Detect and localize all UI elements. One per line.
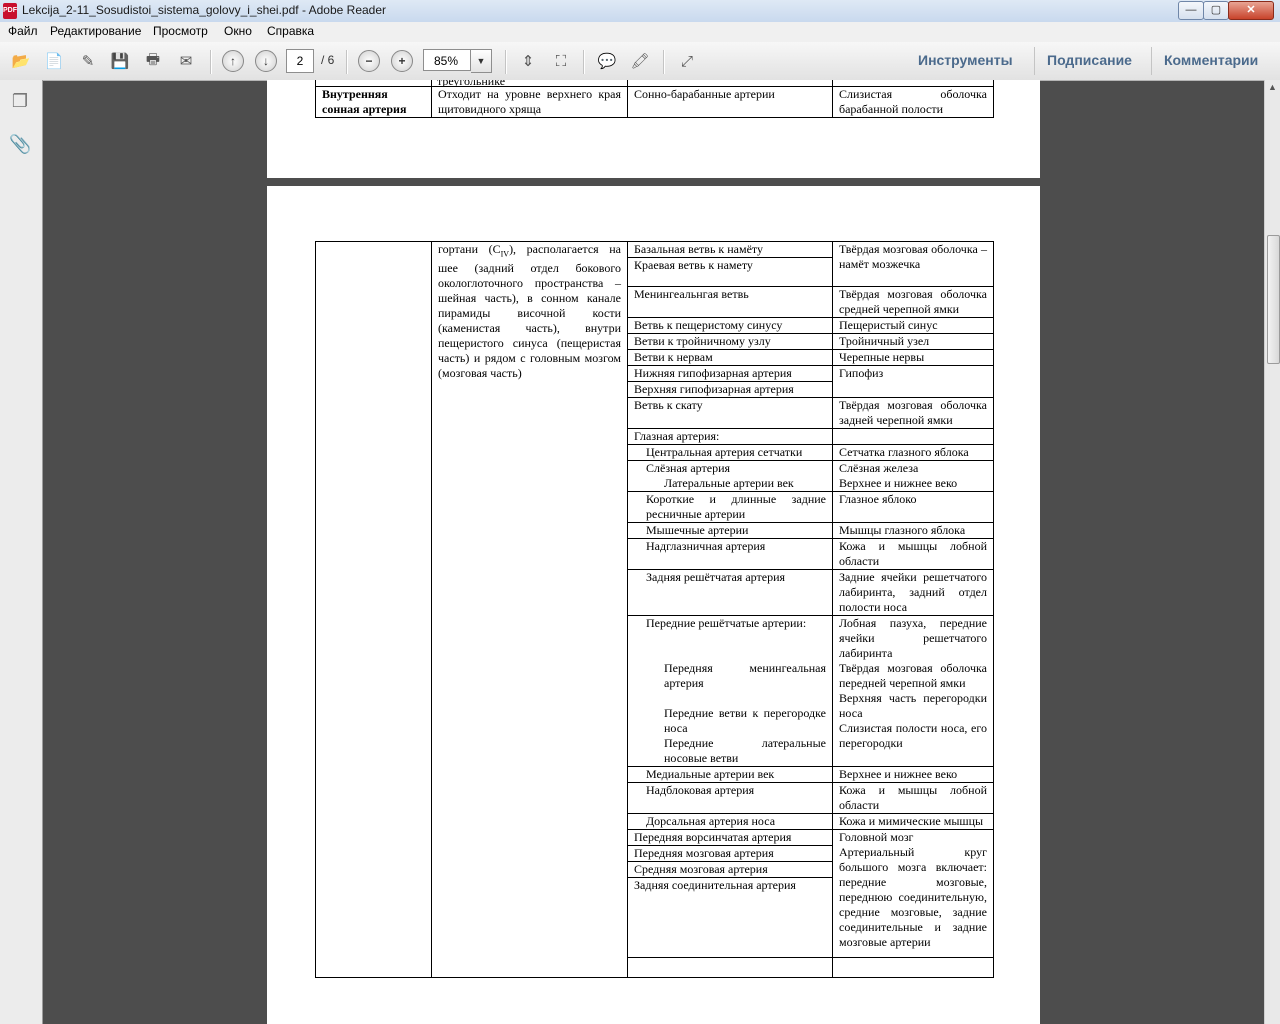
- target-cell: Глазное яблоко: [833, 492, 994, 523]
- document-page-2: [267, 186, 1040, 1024]
- branch-cell: [628, 570, 833, 616]
- email-icon[interactable]: ✉: [179, 53, 193, 70]
- target-text: Головной мозг: [839, 830, 914, 844]
- toolbar-separator: [505, 50, 507, 74]
- branch-cell: Ветвь к скату: [628, 398, 833, 429]
- branch-cell: [628, 492, 833, 523]
- target-cell: Задние ячейки решетчатого лабиринта, задний отдел полости носа: [833, 570, 994, 616]
- branch-cell: Ветви к нервам: [628, 350, 833, 366]
- target-text: Слёзная железа: [839, 461, 919, 475]
- target-cell: Твёрдая мозговая оболочка задней черепной ямки: [833, 398, 994, 429]
- menu-edit[interactable]: Редактирование: [50, 24, 142, 38]
- pdf-app-icon: PDF: [3, 3, 17, 19]
- table-row: [316, 87, 994, 118]
- scrollbar-thumb[interactable]: [1267, 235, 1280, 364]
- branch-text: Передние решётчатые артерии:: [646, 616, 807, 630]
- branch-cell: Верхняя гипофизарная артерия: [628, 382, 833, 398]
- branch-text: Надглазничная артерия: [646, 539, 766, 553]
- target-subtext: Слизистая полости носа, его перегородки: [839, 721, 987, 750]
- branch-cell: Глазная артерия:: [628, 429, 833, 445]
- artery-name-cell: Внутренняя сонная артерия: [316, 87, 432, 118]
- zoom-dropdown-icon[interactable]: ▼: [471, 49, 492, 73]
- zoom-in-icon[interactable]: +: [390, 50, 414, 72]
- branch-cell: [628, 539, 833, 570]
- save-icon[interactable]: 💾: [110, 53, 130, 70]
- branch-subtext: Передние ветви к перегородке носа: [664, 706, 826, 735]
- zoom-input[interactable]: 85%: [423, 49, 471, 71]
- target-cell: Верхнее и нижнее веко: [833, 767, 994, 783]
- origin-text-post: ), располагается на шее (задний отдел бокового окологлоточного пространства – шейная часть), в сонном канале пирамиды височной кости (каменистая часть), внутри пещеристого синуса (пещеристая часть) и рядом с головным мозгом (мозговая часть): [438, 242, 621, 381]
- branch-subtext: Передняя менингеальная артерия: [664, 661, 826, 690]
- fit-width-icon[interactable]: ⛶: [555, 52, 567, 70]
- target-cell: Гипофиз: [833, 366, 994, 398]
- branch-cell: [628, 445, 833, 461]
- menu-file[interactable]: Файл: [8, 24, 38, 38]
- page-number-input[interactable]: 2: [286, 49, 314, 73]
- page-total: / 6: [321, 53, 335, 67]
- branch-cell: [628, 523, 833, 539]
- menu-bar: [0, 22, 1280, 42]
- toolbar-separator: [663, 50, 665, 74]
- comments-link[interactable]: Комментарии: [1164, 52, 1259, 68]
- branch-cell: Нижняя гипофизарная артерия: [628, 366, 833, 382]
- target-cell: [833, 830, 994, 958]
- navigation-pane: [0, 80, 43, 1024]
- branch-cell: Средняя мозговая артерия: [628, 862, 833, 878]
- branch-cell: Сонно-барабанные артерии: [628, 87, 833, 118]
- artery-name-cell: [316, 242, 432, 978]
- open-icon[interactable]: 📂: [11, 53, 31, 70]
- target-cell: Кожа и мимические мышцы: [833, 814, 994, 830]
- branch-cell: Передняя мозговая артерия: [628, 846, 833, 862]
- target-text: Лобная пазуха, передние ячейки решетчатого лабиринта: [839, 616, 987, 660]
- target-cell: Сетчатка глазного яблока: [833, 445, 994, 461]
- title-bar: [0, 0, 1280, 23]
- target-cell: [833, 429, 994, 445]
- branch-text: Надблоковая артерия: [646, 783, 755, 797]
- target-subtext: Верхнее и нижнее веко: [839, 476, 958, 490]
- print-icon[interactable]: 🖶: [145, 50, 161, 68]
- target-subtext: Верхняя часть перегородки носа: [839, 691, 987, 720]
- branch-cell: [628, 783, 833, 814]
- toolbar-separator: [1151, 47, 1152, 75]
- highlight-icon[interactable]: 🖍: [630, 53, 650, 70]
- origin-cell: Отходит на уровне верхнего края щитовидного хряща: [432, 87, 628, 118]
- target-cell: [833, 461, 994, 492]
- target-cell: Кожа и мышцы лобной области: [833, 539, 994, 570]
- toolbar-separator: [1034, 47, 1035, 75]
- branch-text: Медиальные артерии век: [646, 767, 775, 781]
- artery-table-page2: [315, 241, 994, 978]
- zoom-out-icon[interactable]: −: [357, 50, 381, 72]
- branch-cell: [628, 814, 833, 830]
- cut-off-text: треугольнике: [437, 80, 506, 87]
- branch-cell: Задняя соединительная артерия: [628, 878, 833, 958]
- toolbar-separator: [210, 50, 212, 74]
- target-cell: Пещеристый синус: [833, 318, 994, 334]
- table-row: [316, 242, 994, 258]
- branch-text: Короткие и длинные задние ресничные артерии: [646, 492, 826, 521]
- origin-subscript: IV: [500, 249, 510, 259]
- comment-icon[interactable]: 💬: [597, 53, 617, 70]
- target-subtext: Твёрдая мозговая оболочка передней черепной ямки: [839, 661, 987, 690]
- branch-text: Слёзная артерия: [646, 461, 731, 475]
- attachments-icon[interactable]: 📎: [9, 134, 32, 154]
- menu-window[interactable]: Окно: [224, 24, 252, 38]
- origin-cell: [432, 242, 628, 978]
- branch-cell: Базальная ветвь к намёту: [628, 242, 833, 258]
- fit-page-icon[interactable]: ⇕: [521, 53, 535, 70]
- branch-cell: [628, 958, 833, 978]
- branch-text: Дорсальная артерия носа: [646, 814, 776, 828]
- branch-cell: Ветви к тройничному узлу: [628, 334, 833, 350]
- target-subtext: Артериальный круг большого мозга включает: передние мозговые, переднюю соединительную, средние мозговые, задние соединительные и задние мозговые артерии: [839, 845, 987, 949]
- target-cell: Твёрдая мозговая оболочка – намёт мозжечка: [833, 242, 994, 287]
- next-page-icon[interactable]: ↓: [254, 50, 278, 72]
- menu-help[interactable]: Справка: [267, 24, 315, 38]
- create-pdf-icon[interactable]: 📄: [44, 53, 64, 70]
- document-page-1: [267, 80, 1040, 178]
- branch-text: Центральная артерия сетчатки: [646, 445, 803, 459]
- target-cell: Твёрдая мозговая оболочка средней черепной ямки: [833, 287, 994, 318]
- branch-subtext: Передние латеральные носовые ветви: [664, 736, 826, 765]
- tools-link[interactable]: Инструменты: [918, 52, 1013, 68]
- sign-link[interactable]: Подписание: [1047, 52, 1132, 68]
- target-cell: Тройничный узел: [833, 334, 994, 350]
- branch-cell: Передняя ворсинчатая артерия: [628, 830, 833, 846]
- target-cell: Слизистая оболочка барабанной полости: [833, 87, 994, 118]
- maximize-button[interactable]: ▢: [1203, 1, 1229, 20]
- target-cell: [833, 958, 994, 978]
- close-button[interactable]: ✕: [1228, 1, 1274, 20]
- branch-cell: [628, 767, 833, 783]
- prev-page-icon[interactable]: ↑: [221, 50, 245, 72]
- branch-cell: Краевая ветвь к намету: [628, 258, 833, 287]
- toolbar-separator: [583, 50, 585, 74]
- branch-text: Задняя решётчатая артерия: [646, 570, 786, 584]
- fullscreen-icon[interactable]: ⤢: [680, 52, 693, 70]
- target-cell: [833, 616, 994, 767]
- branch-cell: Менингеальнгая ветвь: [628, 287, 833, 318]
- artery-table-page1: [315, 80, 994, 118]
- scroll-up-icon[interactable]: ▲: [1268, 82, 1277, 92]
- origin-text-pre: гортани (C: [438, 242, 501, 256]
- toolbar-separator: [346, 50, 348, 74]
- edit-icon[interactable]: ✎: [81, 53, 95, 70]
- window-title: Lekcija_2-11_Sosudistoi_sistema_golovy_i_shei.pdf - Adobe Reader: [22, 3, 387, 17]
- minimize-button[interactable]: —: [1178, 1, 1204, 20]
- target-cell: Кожа и мышцы лобной области: [833, 783, 994, 814]
- branch-cell: [628, 616, 833, 767]
- branch-cell: Ветвь к пещеристому синусу: [628, 318, 833, 334]
- menu-view[interactable]: Просмотр: [153, 24, 208, 38]
- target-cell: Мышцы глазного яблока: [833, 523, 994, 539]
- branch-text: Мышечные артерии: [646, 523, 749, 537]
- vertical-scrollbar[interactable]: [1264, 80, 1280, 1024]
- branch-subtext: Латеральные артерии век: [664, 476, 794, 490]
- page-thumbnails-icon[interactable]: ❐: [11, 91, 29, 111]
- target-cell: Черепные нервы: [833, 350, 994, 366]
- branch-cell: [628, 461, 833, 492]
